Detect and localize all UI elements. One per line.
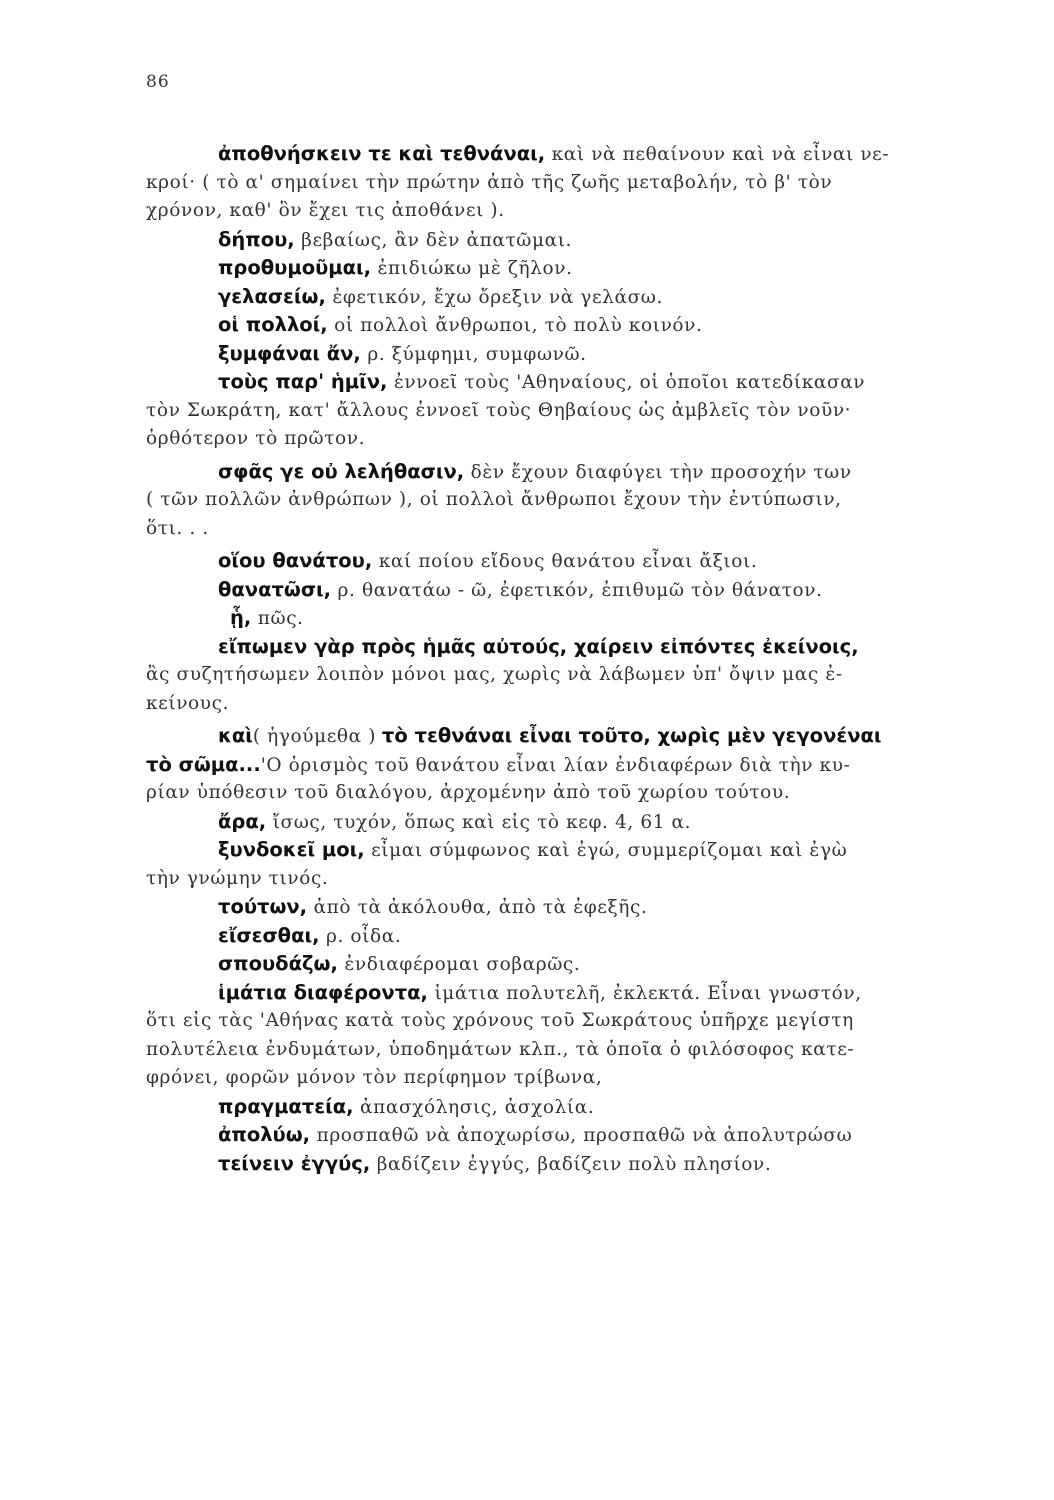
entry-lemma: οἵου θανάτου, — [218, 549, 373, 572]
entry-continuation: πολυτέλεια ἐνδυμάτων, ὑποδημάτων κλπ., τὰ ὁποῖα ὁ φιλόσοφος κατε- — [146, 1038, 855, 1060]
entry-line — [146, 1150, 986, 1179]
entry-lemma: τὸ τεθνάναι εἶναι τοῦτο, χωρὶς μὲν γεγονέναι — [381, 724, 882, 747]
entry-lemma: τὸ σῶμα... — [146, 752, 261, 776]
entry-gloss: 'Ο ὁρισμὸς τοῦ θανάτου εἶναι λίαν ἐνδιαφέρων διὰ τὴν κυ- — [260, 754, 851, 776]
entry-continuation: ὅτι. . . — [146, 517, 209, 539]
entry-line — [146, 576, 986, 605]
entry-gloss: ἴσως, τυχόν, ὅπως καὶ εἰς τὸ κεφ. 4, 61 α. — [266, 811, 692, 833]
entry-line — [146, 922, 986, 951]
entry-lemma: ᾗ, — [230, 606, 252, 629]
entry-lemma: τείνειν ἐγγύς, — [218, 1151, 371, 1175]
entry-gloss: ρ. ξύμφημι, συμφωνῶ. — [360, 343, 587, 365]
entry-continuation: φρόνει, φορῶν μόνον τὸν περίφημον τρίβωνα, — [146, 1067, 603, 1088]
entry-gloss: ἐνδιαφέρομαι σοβαρῶς. — [337, 954, 581, 975]
entry-gloss: ἐννοεῖ τοὺς 'Αθηναίους, οἱ ὁποῖοι κατεδίκασαν — [387, 372, 866, 393]
entry-line — [146, 340, 986, 369]
entry-line — [146, 604, 986, 633]
entry-line — [146, 140, 986, 169]
entry-gloss: ρ. οἶδα. — [319, 925, 402, 947]
entry-line — [146, 547, 986, 576]
entry-gloss: πῶς. — [251, 608, 304, 629]
entry-continuation: χρόνον, καθ' ὃν ἔχει τις ἀποθάνει ). — [146, 200, 505, 221]
entry-continuation: ὀρθότερον τὸ πρῶτον. — [146, 428, 366, 449]
entry-lemma: οἱ πολλοί, — [218, 313, 328, 336]
entry-continuation: κροί· ( τὸ α' σημαίνει τὴν πρώτην ἀπὸ τῆς ζωῆς μεταβολήν, τὸ β' τὸν — [146, 171, 833, 193]
entry-lemma: ἄρα, — [218, 809, 267, 833]
entry-line — [146, 633, 986, 662]
entry-lemma: δήπου, — [218, 227, 295, 251]
entry-line — [146, 893, 986, 922]
entry-line — [146, 808, 986, 837]
entry-continuation: τὴν γνώμην τινός. — [146, 867, 329, 889]
entry-gloss: ἀπὸ τὰ ἀκόλουθα, ἀπὸ τὰ ἐφεξῆς. — [307, 897, 648, 918]
entry-line — [146, 254, 986, 283]
entry-gloss: ἀπασχόλησις, ἀσχολία. — [353, 1096, 595, 1118]
entry-lemma: ξυνδοκεῖ μοι, — [218, 838, 365, 861]
entry-lemma: σπουδάζω, — [218, 952, 338, 975]
page-number: 86 — [146, 72, 170, 92]
glossary-entries — [146, 140, 986, 1178]
entry-lemma: εἴσεσθαι, — [218, 923, 320, 947]
entry-gloss: ἐπιδιώκω μὲ ζῆλον. — [371, 258, 573, 279]
entry-gloss: εἶμαι σύμφωνος καὶ ἐγώ, συμμερίζομαι καὶ ἐγὼ — [364, 840, 848, 861]
entry-continuation: ρίαν ὑπόθεσιν τοῦ διαλόγου, ἀρχομένην ἀπὸ τοῦ χωρίου τούτου. — [146, 782, 791, 803]
entry-line — [146, 722, 986, 751]
entry-line — [146, 950, 986, 979]
entry-line — [146, 979, 986, 1008]
entry-gloss: βεβαίως, ἂν δὲν ἀπατῶμαι. — [294, 229, 573, 251]
entry-lemma: θανατῶσι, — [218, 577, 332, 601]
entry-continuation — [146, 751, 986, 780]
entry-line — [146, 836, 986, 865]
entry-lemma: ξυμφάναι ἄν, — [218, 341, 361, 365]
entry-lemma: ἀποθνήσκειν τε καὶ τεθνάναι, — [218, 142, 546, 165]
entry-gloss: ρ. θανατάω - ῶ, ἐφετικόν, ἐπιθυμῶ τὸν θάνατον. — [331, 579, 823, 601]
entry-gloss: βαδίζειν ἐγγύς, βαδίζειν πολὺ πλησίον. — [370, 1153, 772, 1175]
entry-lemma: σφᾶς γε οὐ λελήθασιν, — [218, 459, 465, 483]
entry-continuation: ( τῶν πολλῶν ἀνθρώπων ), οἱ πολλοὶ ἄνθρωποι ἔχουν τὴν ἐντύπωσιν, — [146, 489, 842, 510]
entry-gloss: ἐφετικόν, ἔχω ὄρεξιν νὰ γελάσω. — [325, 286, 663, 308]
entry-gloss: ἱμάτια πολυτελῆ, ἐκλεκτά. Εἶναι γνωστόν, — [427, 982, 862, 1004]
entry-line — [146, 283, 986, 312]
entry-continuation: ἂς συζητήσωμεν λοιπὸν μόνοι μας, χωρὶς νὰ λάβωμεν ὑπ' ὄψιν μας ἐ- — [146, 664, 843, 685]
entry-lemma: εἴπωμεν γὰρ πρὸς ἡμᾶς αὐτούς, χαίρειν εἰπόντες ἐκείνοις, — [218, 634, 859, 658]
entry-gloss: προσπαθῶ νὰ ἀποχωρίσω, προσπαθῶ νὰ ἀπολυτρώσω — [310, 1125, 853, 1146]
entry-lemma: τούτων, — [218, 895, 308, 918]
entry-gloss: καὶ νὰ πεθαίνουν καὶ νὰ εἶναι νε- — [545, 144, 890, 165]
entry-lemma: πραγματεία, — [218, 1094, 354, 1118]
entry-line — [146, 226, 986, 255]
entry-continuation: τὸν Σωκράτη, κατ' ἄλλους ἐννοεῖ τοὺς Θηβαίους ὡς ἀμβλεῖς τὸν νοῦν· — [146, 399, 852, 421]
entry-lemma: προθυμοῦμαι, — [218, 256, 372, 279]
entry-gloss: ( ἡγούμεθα ) — [252, 726, 377, 747]
entry-line — [146, 458, 986, 487]
entry-line — [146, 1121, 986, 1150]
entry-line — [146, 311, 986, 340]
entry-continuation: ὅτι εἰς τὰς 'Αθήνας κατὰ τοὺς χρόνους τοῦ Σωκράτους ὑπῆρχε μεγίστη — [146, 1010, 854, 1031]
entry-lemma: γελασείω, — [218, 284, 326, 308]
entry-lemma: τοὺς παρ' ἡμῖν, — [218, 370, 388, 393]
entry-gloss: καί ποίου εἴδους θανάτου εἶναι ἄξιοι. — [372, 551, 758, 572]
entry-lemma: ἀπολύω, — [218, 1123, 311, 1146]
entry-lemma: ἱμάτια διαφέροντα, — [218, 980, 428, 1004]
entry-line — [146, 368, 986, 397]
entry-gloss: οἱ πολλοὶ ἄνθρωποι, τὸ πολὺ κοινόν. — [327, 315, 703, 336]
entry-gloss: δὲν ἔχουν διαφύγει τὴν προσοχήν των — [464, 461, 852, 483]
entry-lemma: καὶ — [218, 724, 253, 747]
entry-line — [146, 1093, 986, 1122]
entry-continuation: κείνους. — [146, 692, 230, 714]
